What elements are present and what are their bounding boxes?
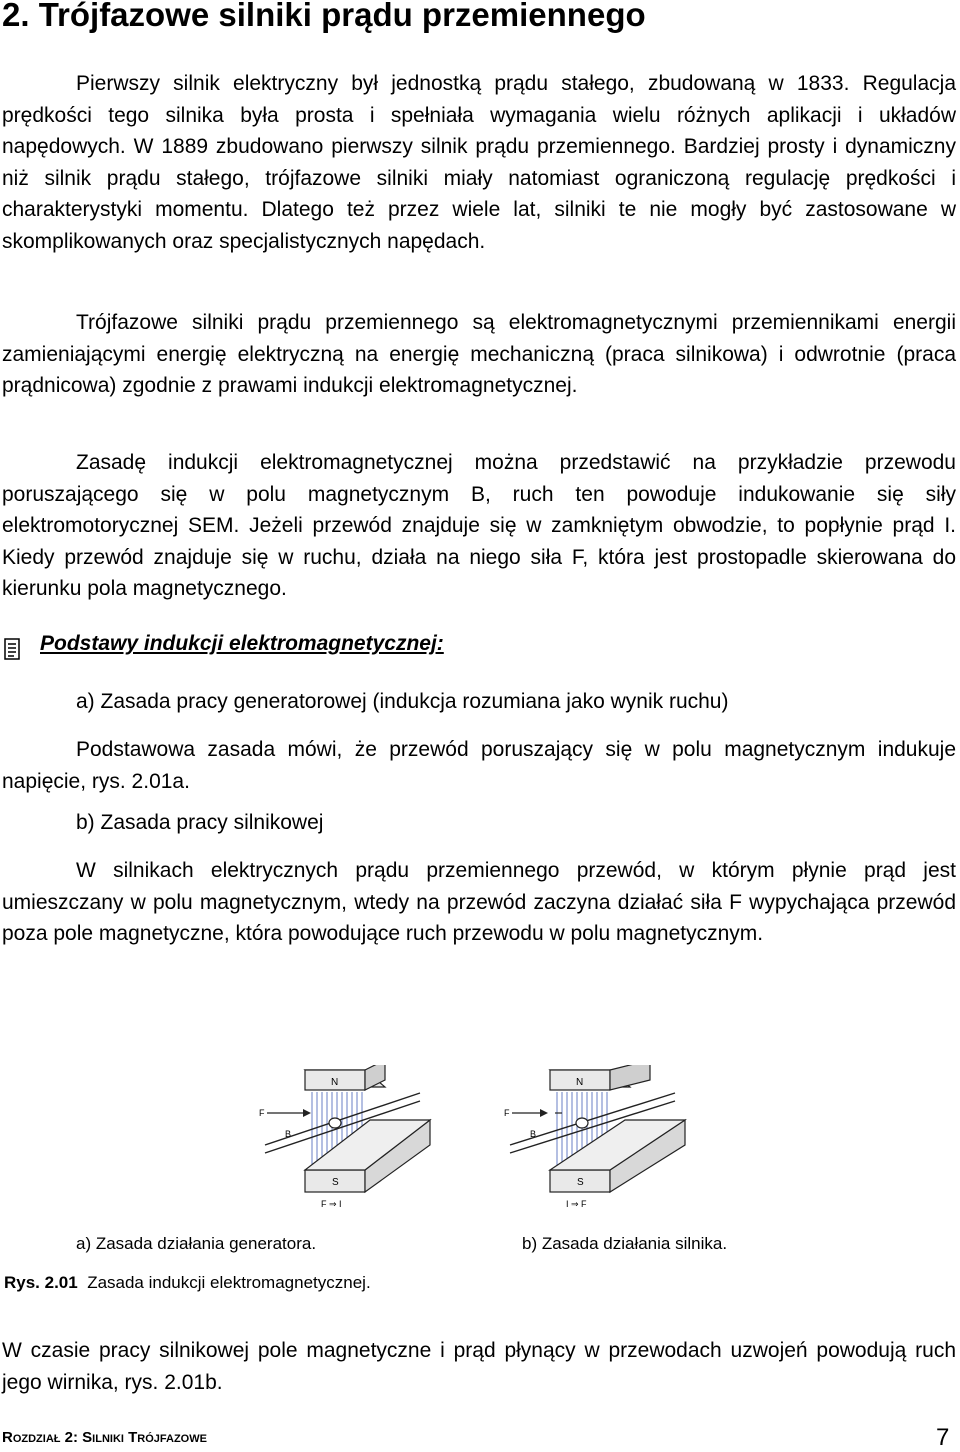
figure-title: Zasada indukcji elektromagnetycznej. [87,1273,371,1292]
north-pole-label: N [576,1077,584,1088]
formula-label: F ⇒ I [321,1199,342,1209]
item-b: b) Zasada pracy silnikowej [76,811,324,834]
generator-paragraph [2,734,956,797]
figure-number: Rys. 2.01 [4,1273,78,1292]
force-label: F [504,1108,510,1118]
item-a: a) Zasada pracy generatorowej (indukcja rozumiana jako wynik ruchu) [76,690,729,713]
closing-paragraph: W czasie pracy silnikowej pole magnetyczne i prąd płynący w przewodach uzwojeń powodują ruch jego wirnika, rys. 2.01b. [2,1339,956,1394]
induction-figure [255,1065,715,1215]
generator-text: Podstawowa zasada mówi, że przewód poruszający się w polu magnetycznym indukuje napięcie, rys. 2.01a. [2,738,956,793]
induction-paragraph [2,447,956,605]
intro-paragraph [2,68,956,258]
intro-text: Pierwszy silnik elektryczny był jednostką prądu stałego, zbudowaną w 1833. Regulacja prędkości tego silnika była prosta i spełniała wymagania wielu różnych aplikacji i układów napędowych. W 1889 zbudowano pierwszy silnik prądu przemiennego. Bardziej prosty i dynamiczny niż silnik prądu stałego, trójfazowe silniki miały natomiast ograniczoną regulację prędkości i charakterystyki momentu. Dlatego też przez wiele lat, silniki te nie mogły być zastosowane w skomplikowanych oraz specjalistycznych napędach. [2,72,956,253]
caption-generator: a) Zasada działania generatora. [76,1234,317,1253]
south-pole-label: S [577,1177,584,1188]
induction-text: Zasadę indukcji elektromagnetycznej można przedstawić na przykładzie przewodu poruszającego się w polu magnetycznym B, ruch ten powoduje indukowanie się siły elektromotorycznej SEM. Jeżeli przewód znajduje się w zamkniętym obwodzie, to popłynie prąd I. Kiedy przewód znajduje się w ruchu, działa na niego siła F, która jest prostopadle skierowana do kierunku pola magnetycznego. [2,451,956,601]
motor-text: W silnikach elektrycznych prądu przemiennego przewód, w którym płynie prąd jest umieszczany w polu magnetycznym, wtedy na przewód zaczyna działać siła F wypychająca przewód poza pole magnetyczne, która powodujące ruch przewodu w polu magnetycznym. [2,859,956,946]
north-pole-label: N [331,1077,339,1088]
definition-text: Trójfazowe silniki prądu przemiennego są elektromagnetycznymi przemiennikami energii zamieniającymi energię elektryczną na energię mechaniczną (praca silnikowa) i odwrotnie (praca prądnicowa) zgodnie z prawami indukcji elektromagnetycznej. [2,311,956,398]
field-label: B [285,1129,292,1139]
south-pole-label: S [332,1177,339,1188]
definition-paragraph [2,307,956,402]
generator-diagram [259,1065,430,1209]
formula-label: I ⇒ F [566,1199,587,1209]
note-icon [4,638,20,660]
page-number: 7 [936,1424,950,1451]
force-label: F [259,1108,265,1118]
figure-caption [4,1273,371,1293]
page-title: 2. Trójfazowe silniki prądu przemiennego [2,0,646,33]
section-heading: Podstawy indukcji elektromagnetycznej: [40,632,444,655]
chapter-footer: Rozdział 2: Silniki Trójfazowe [2,1429,207,1446]
caption-motor: b) Zasada działania silnika. [522,1234,728,1253]
motor-paragraph [2,855,956,950]
motor-diagram [504,1065,685,1209]
field-label: B [530,1129,537,1139]
